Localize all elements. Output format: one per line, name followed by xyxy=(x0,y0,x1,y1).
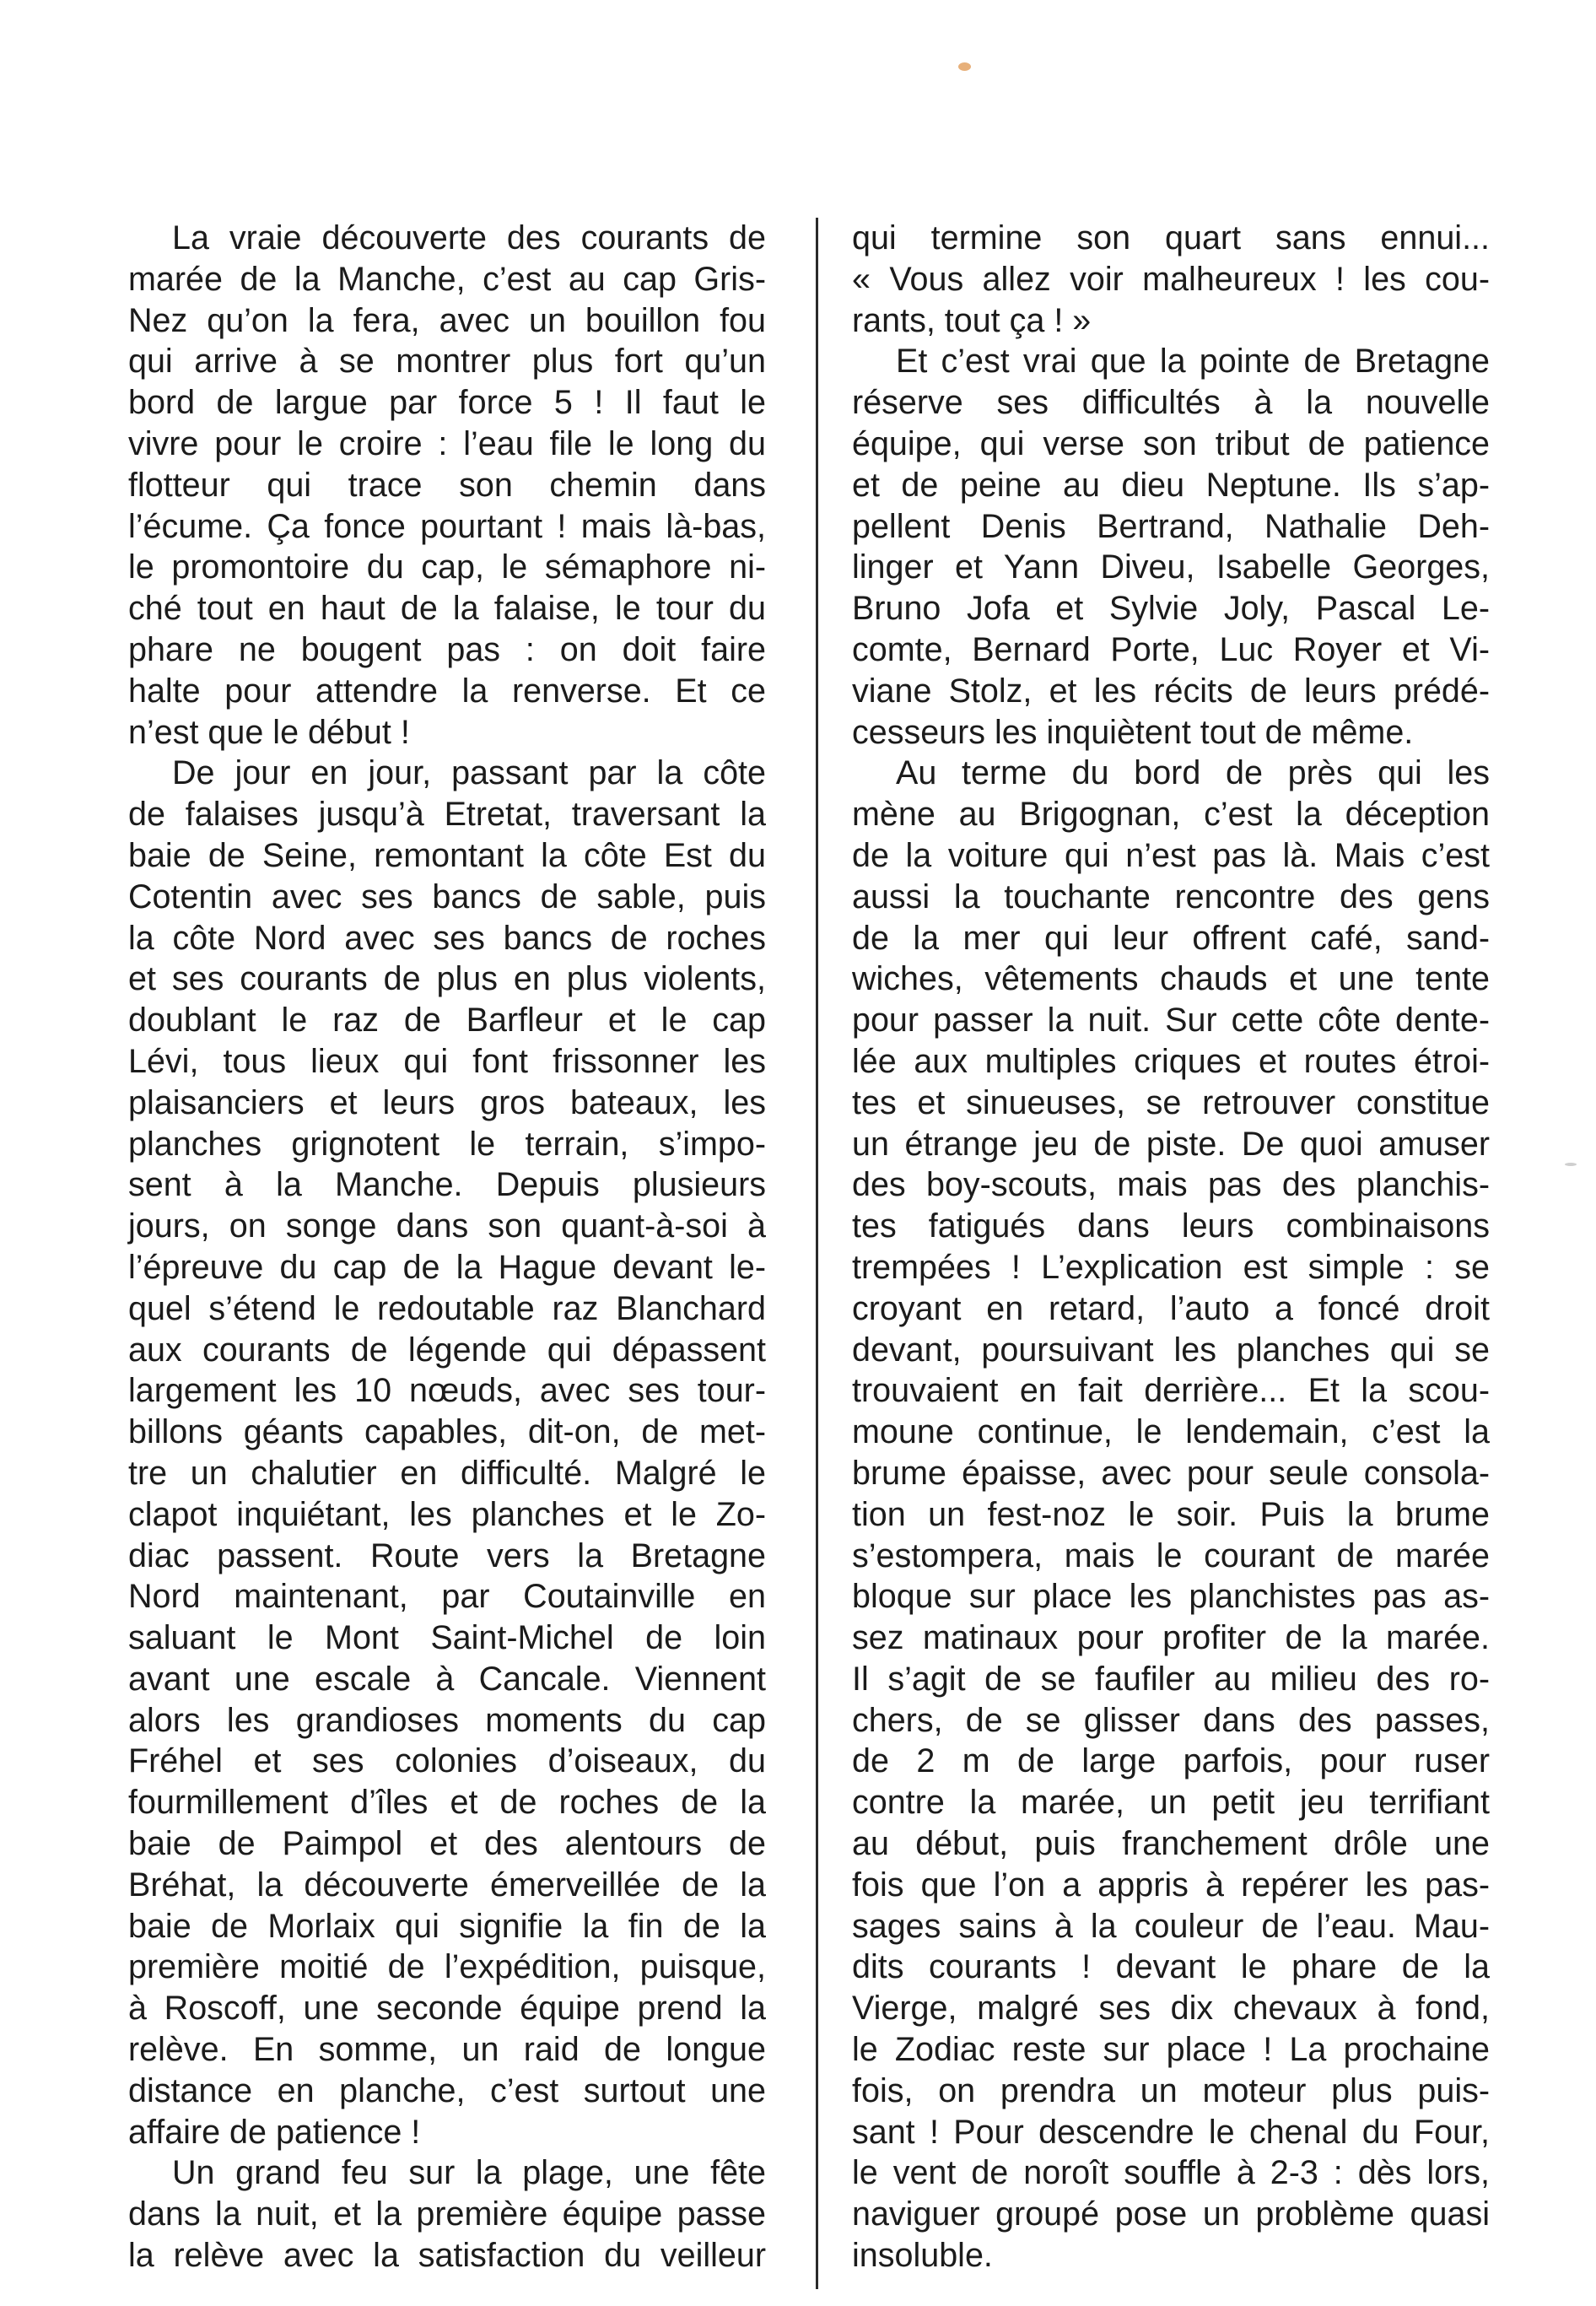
text-line: première moitié de l’expédition, puisque, xyxy=(128,1948,766,1986)
text-line: de 2 m de large parfois, pour ruser xyxy=(852,1742,1490,1780)
paragraph xyxy=(852,218,1490,341)
text-line: Bruno Jofa et Sylvie Joly, Pascal Le- xyxy=(852,590,1490,628)
text-line: insoluble. xyxy=(852,2237,993,2275)
text-line: wiches, vêtements chauds et une tente xyxy=(852,960,1490,998)
text-line: brume épaisse, avec pour seule consola- xyxy=(852,1454,1490,1492)
text-line: moune continue, le lendemain, c’est la xyxy=(852,1413,1490,1451)
paragraph xyxy=(128,2152,766,2276)
orange-speck xyxy=(958,62,971,71)
text-line: sez matinaux pour profiter de la marée. xyxy=(852,1619,1490,1657)
left-column xyxy=(128,218,766,2276)
text-line: baie de Morlaix qui signifie la fin de la xyxy=(128,1907,766,1945)
text-line: le vent de noroît souffle à 2-3 : dès lors, xyxy=(852,2154,1490,2192)
text-line: halte pour attendre la renverse. Et ce xyxy=(128,672,766,710)
text-line: dans la nuit, et la première équipe passe xyxy=(128,2195,766,2233)
text-line: quel s’étend le redoutable raz Blanchard xyxy=(128,1289,766,1327)
text-line: l’écume. Ça fonce pourtant ! mais là-bas, xyxy=(128,507,766,545)
text-line: s’estompera, mais le courant de marée xyxy=(852,1536,1490,1574)
text-line: baie de Seine, remontant la côte Est du xyxy=(128,836,766,874)
grey-speck xyxy=(1565,1163,1577,1166)
text-line: alors les grandioses moments du cap xyxy=(128,1701,766,1739)
text-line: trempées ! L’explication est simple : se xyxy=(852,1248,1490,1286)
text-line: « Vous allez voir malheureux ! les cou- xyxy=(852,260,1490,298)
paragraph xyxy=(128,218,766,753)
text-line: tion un fest-noz le soir. Puis la brume xyxy=(852,1495,1490,1533)
text-line: mène au Brigognan, c’est la déception xyxy=(852,796,1490,834)
text-line: Cotentin avec ses bancs de sable, puis xyxy=(128,878,766,915)
text-line: pour passer la nuit. Sur cette côte dente- xyxy=(852,1002,1490,1040)
text-line: de falaises jusqu’à Etretat, traversant la xyxy=(128,796,766,834)
text-line: jours, on songe dans son quant-à-soi à xyxy=(128,1207,766,1245)
text-line: sages sains à la couleur de l’eau. Mau- xyxy=(852,1907,1490,1945)
text-line: et ses courants de plus en plus violents, xyxy=(128,960,766,998)
text-line: rants, tout ça ! » xyxy=(852,301,1092,339)
text-line: plaisanciers et leurs gros bateaux, les xyxy=(128,1083,766,1121)
text-line: et de peine au dieu Neptune. Ils s’ap- xyxy=(852,466,1490,504)
text-line: clapot inquiétant, les planches et le Zo- xyxy=(128,1495,766,1533)
text-line: Nez qu’on la fera, avec un bouillon fou xyxy=(128,301,766,339)
text-line: fois que l’on a appris à repérer les pas- xyxy=(852,1866,1490,1904)
text-line: tes et sinueuses, se retrouver constitue xyxy=(852,1083,1490,1121)
text-line: Nord maintenant, par Coutainville en xyxy=(128,1578,766,1616)
text-line: vivre pour le croire : l’eau file le long du xyxy=(128,424,766,462)
text-line: lée aux multiples criques et routes étroi- xyxy=(852,1042,1490,1080)
text-line: bord de largue par force 5 ! Il faut le xyxy=(128,384,766,422)
text-line: baie de Paimpol et des alentours de xyxy=(128,1825,766,1863)
text-line: pellent Denis Bertrand, Nathalie Deh- xyxy=(852,507,1490,545)
text-line: doublant le raz de Barfleur et le cap xyxy=(128,1002,766,1040)
paragraph xyxy=(852,753,1490,2276)
text-line: linger et Yann Diveu, Isabelle Georges, xyxy=(852,548,1490,586)
paragraph xyxy=(128,753,766,2152)
text-line: saluant le Mont Saint-Michel de loin xyxy=(128,1619,766,1657)
text-line: Il s’agit de se faufiler au milieu des ro- xyxy=(852,1660,1490,1698)
text-line: Un grand feu sur la plage, une fête xyxy=(172,2154,766,2192)
text-line: devant, poursuivant les planches qui se xyxy=(852,1331,1490,1369)
text-line: ché tout en haut de la falaise, le tour du xyxy=(128,590,766,628)
text-line: largement les 10 nœuds, avec ses tour- xyxy=(128,1372,766,1410)
text-line: distance en planche, c’est surtout une xyxy=(128,2071,766,2109)
text-line: sent à la Manche. Depuis plusieurs xyxy=(128,1166,766,1204)
text-line: réserve ses difficultés à la nouvelle xyxy=(852,384,1490,422)
text-line: viane Stolz, et les récits de leurs prédé- xyxy=(852,672,1490,710)
text-line: Bréhat, la découverte émerveillée de la xyxy=(128,1866,766,1904)
text-line: qui arrive à se montrer plus fort qu’un xyxy=(128,343,766,381)
text-line: Vierge, malgré ses dix chevaux à fond, xyxy=(852,1990,1490,2028)
column-divider xyxy=(816,218,818,2289)
text-line: Au terme du bord de près qui les xyxy=(896,754,1490,792)
text-line: marée de la Manche, c’est au cap Gris- xyxy=(128,260,766,298)
text-line: n’est que le début ! xyxy=(128,713,410,751)
text-line: billons géants capables, dit-on, de met- xyxy=(128,1413,766,1451)
text-line: planches grignotent le terrain, s’impo- xyxy=(128,1125,766,1163)
paragraph xyxy=(852,341,1490,753)
text-line: fois, on prendra un moteur plus puis- xyxy=(852,2071,1490,2109)
text-line: flotteur qui trace son chemin dans xyxy=(128,466,766,504)
text-line: chers, de se glisser dans des passes, xyxy=(852,1701,1490,1739)
text-line: Et c’est vrai que la pointe de Bretagne xyxy=(896,343,1490,381)
text-line: phare ne bougent pas : on doit faire xyxy=(128,630,766,668)
text-line: la côte Nord avec ses bancs de roches xyxy=(128,919,766,957)
text-line: l’épreuve du cap de la Hague devant le- xyxy=(128,1248,766,1286)
text-line: qui termine son quart sans ennui... xyxy=(852,219,1490,257)
text-line: Lévi, tous lieux qui font frissonner les xyxy=(128,1042,766,1080)
text-line: de la voiture qui n’est pas là. Mais c’est xyxy=(852,836,1490,874)
text-line: aux courants de légende qui dépassent xyxy=(128,1331,766,1369)
text-line: De jour en jour, passant par la côte xyxy=(172,754,766,792)
text-line: la relève avec la satisfaction du veilleur xyxy=(128,2237,766,2275)
text-line: naviguer groupé pose un problème quasi xyxy=(852,2195,1490,2233)
text-line: trouvaient en fait derrière... Et la scou- xyxy=(852,1372,1490,1410)
text-line: avant une escale à Cancale. Viennent xyxy=(128,1660,766,1698)
text-line: bloque sur place les planchistes pas as- xyxy=(852,1578,1490,1616)
text-line: à Roscoff, une seconde équipe prend la xyxy=(128,1990,766,2028)
text-line: croyant en retard, l’auto a foncé droit xyxy=(852,1289,1490,1327)
text-line: aussi la touchante rencontre des gens xyxy=(852,878,1490,915)
text-line: sant ! Pour descendre le chenal du Four, xyxy=(852,2113,1490,2151)
text-line: contre la marée, un petit jeu terrifiant xyxy=(852,1784,1490,1822)
text-line: fourmillement d’îles et de roches de la xyxy=(128,1784,766,1822)
text-line: des boy-scouts, mais pas des planchis- xyxy=(852,1166,1490,1204)
right-column xyxy=(852,218,1490,2276)
text-line: équipe, qui verse son tribut de patience xyxy=(852,424,1490,462)
text-line: diac passent. Route vers la Bretagne xyxy=(128,1536,766,1574)
text-line: Fréhel et ses colonies d’oiseaux, du xyxy=(128,1742,766,1780)
text-line: relève. En somme, un raid de longue xyxy=(128,2031,766,2069)
text-line: de la mer qui leur offrent café, sand- xyxy=(852,919,1490,957)
text-line: tes fatigués dans leurs combinaisons xyxy=(852,1207,1490,1245)
text-line: comte, Bernard Porte, Luc Royer et Vi- xyxy=(852,630,1490,668)
text-line: dits courants ! devant le phare de la xyxy=(852,1948,1490,1986)
text-line: cesseurs les inquiètent tout de même. xyxy=(852,713,1414,751)
text-line: La vraie découverte des courants de xyxy=(172,219,766,257)
text-line: le promontoire du cap, le sémaphore ni- xyxy=(128,548,766,586)
text-line: le Zodiac reste sur place ! La prochaine xyxy=(852,2031,1490,2069)
text-line: au début, puis franchement drôle une xyxy=(852,1825,1490,1863)
text-line: tre un chalutier en difficulté. Malgré le xyxy=(128,1454,766,1492)
text-line: affaire de patience ! xyxy=(128,2113,421,2151)
text-line: un étrange jeu de piste. De quoi amuser xyxy=(852,1125,1490,1163)
